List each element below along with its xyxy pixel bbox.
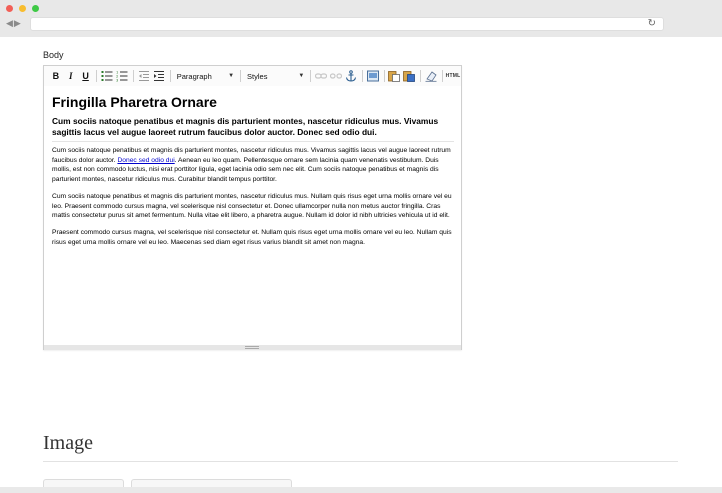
italic-button[interactable]: I xyxy=(68,71,73,81)
svg-text:2: 2 xyxy=(116,74,119,79)
reload-icon[interactable]: ↻ xyxy=(647,18,656,29)
content-link[interactable]: Donec sed odio dui xyxy=(117,156,175,164)
toolbar-divider xyxy=(442,70,443,82)
page xyxy=(0,37,722,487)
editor-content[interactable] xyxy=(52,94,454,254)
nav-arrows xyxy=(6,18,22,28)
content-paragraph-1 xyxy=(52,146,454,185)
toolbar-divider xyxy=(362,70,363,82)
toolbar-divider xyxy=(133,70,134,82)
close-window-icon[interactable] xyxy=(6,5,13,12)
bullet-list-icon[interactable] xyxy=(100,69,114,83)
browser-chrome xyxy=(0,0,722,37)
forward-arrow-icon[interactable]: ▶ xyxy=(13,18,22,28)
indent-icon[interactable] xyxy=(152,69,166,83)
toolbar-divider xyxy=(170,70,171,82)
toolbar-divider xyxy=(420,70,421,82)
toolbar-divider xyxy=(310,70,311,82)
svg-text:1: 1 xyxy=(116,70,119,75)
paste-word-icon[interactable] xyxy=(402,69,416,83)
paragraph-text: . Aenean eu leo quam. Pellentesque ornare sem lacinia quam venenatis vestibulum. Duis mollis, est non commodo luctus, nisi erat porttitor ligula, eget lacinia odio sem nec elit. Cum sociis natoque penatibus et magnis dis parturient montes, nascetur ridiculus mus. Curabitur blandit tempus porttitor. xyxy=(52,156,439,184)
minimize-window-icon[interactable] xyxy=(19,5,26,12)
content-subheading: Cum sociis natoque penatibus et magnis dis parturient montes, nascetur ridiculus mus. Vivamus sagittis lacus vel augue laoreet rutrum faucibus dolor auctor. Donec sed odio dui. xyxy=(52,116,439,137)
styles-select-value: Styles xyxy=(247,71,268,81)
content-divider xyxy=(52,141,454,142)
resize-grip-icon[interactable] xyxy=(245,346,259,349)
styles-select[interactable] xyxy=(244,70,307,83)
toolbar-divider xyxy=(384,70,385,82)
link-icon[interactable] xyxy=(314,69,328,83)
content-paragraph-2: Cum sociis natoque penatibus et magnis dis parturient montes, nascetur ridiculus mus. Nullam quis risus eget urna mollis ornare vel eu leo. Praesent commodo cursus magna, vel scelerisque nisl consectetur et. Donec ullamcorper nulla non metus auctor fringilla. Cras mattis consectetur purus sit amet fermentum. Nulla vitae elit libero, a pharetra augue. Nullam id dolor id nibh ultricies vehicula ut id elit. xyxy=(52,192,452,220)
section-divider xyxy=(43,461,678,462)
body-editor xyxy=(43,65,462,350)
insert-image-icon[interactable] xyxy=(366,69,380,83)
body-field-label: Body xyxy=(43,50,64,60)
remove-format-icon[interactable] xyxy=(424,69,438,83)
outdent-icon[interactable] xyxy=(137,69,151,83)
bold-button[interactable]: B xyxy=(52,71,60,81)
address-bar[interactable] xyxy=(30,17,664,31)
image-tab[interactable] xyxy=(43,479,124,487)
format-select[interactable] xyxy=(174,70,237,83)
anchor-icon[interactable] xyxy=(344,69,358,83)
content-heading: Fringilla Pharetra Ornare xyxy=(52,94,217,110)
back-arrow-icon[interactable]: ◀ xyxy=(6,18,14,28)
image-tab[interactable] xyxy=(131,479,292,487)
content-paragraph-3: Praesent commodo cursus magna, vel scelerisque nisl consectetur et. Nullam quis risus eget urna mollis ornare vel eu leo. Nullam quis risus eget urna mollis ornare vel eu leo. Maecenas sed diam eget risus varius blandit sit amet non magna. xyxy=(52,228,452,246)
numbered-list-icon[interactable] xyxy=(115,69,129,83)
toolbar-divider xyxy=(96,70,97,82)
paragraph-text: Cum sociis natoque penatibus et magnis dis parturient montes, nascetur ridiculus mus. Vivamus sagittis lacus vel augue laoreet rutrum faucibus dolor auctor. xyxy=(52,147,451,164)
html-source-button[interactable]: HTML xyxy=(445,73,461,79)
toolbar-divider xyxy=(240,70,241,82)
chevron-down-icon: ▼ xyxy=(228,73,235,79)
editor-toolbar xyxy=(44,66,461,86)
underline-button[interactable]: U xyxy=(82,71,89,81)
unlink-icon[interactable] xyxy=(329,69,343,83)
format-select-value: Paragraph xyxy=(176,71,212,81)
svg-text:3: 3 xyxy=(116,78,119,82)
image-section-title: Image xyxy=(43,432,93,454)
paste-text-icon[interactable] xyxy=(388,69,402,83)
zoom-window-icon[interactable] xyxy=(32,5,39,12)
chevron-down-icon: ▼ xyxy=(298,73,305,79)
editor-resize-bar[interactable] xyxy=(44,345,461,350)
